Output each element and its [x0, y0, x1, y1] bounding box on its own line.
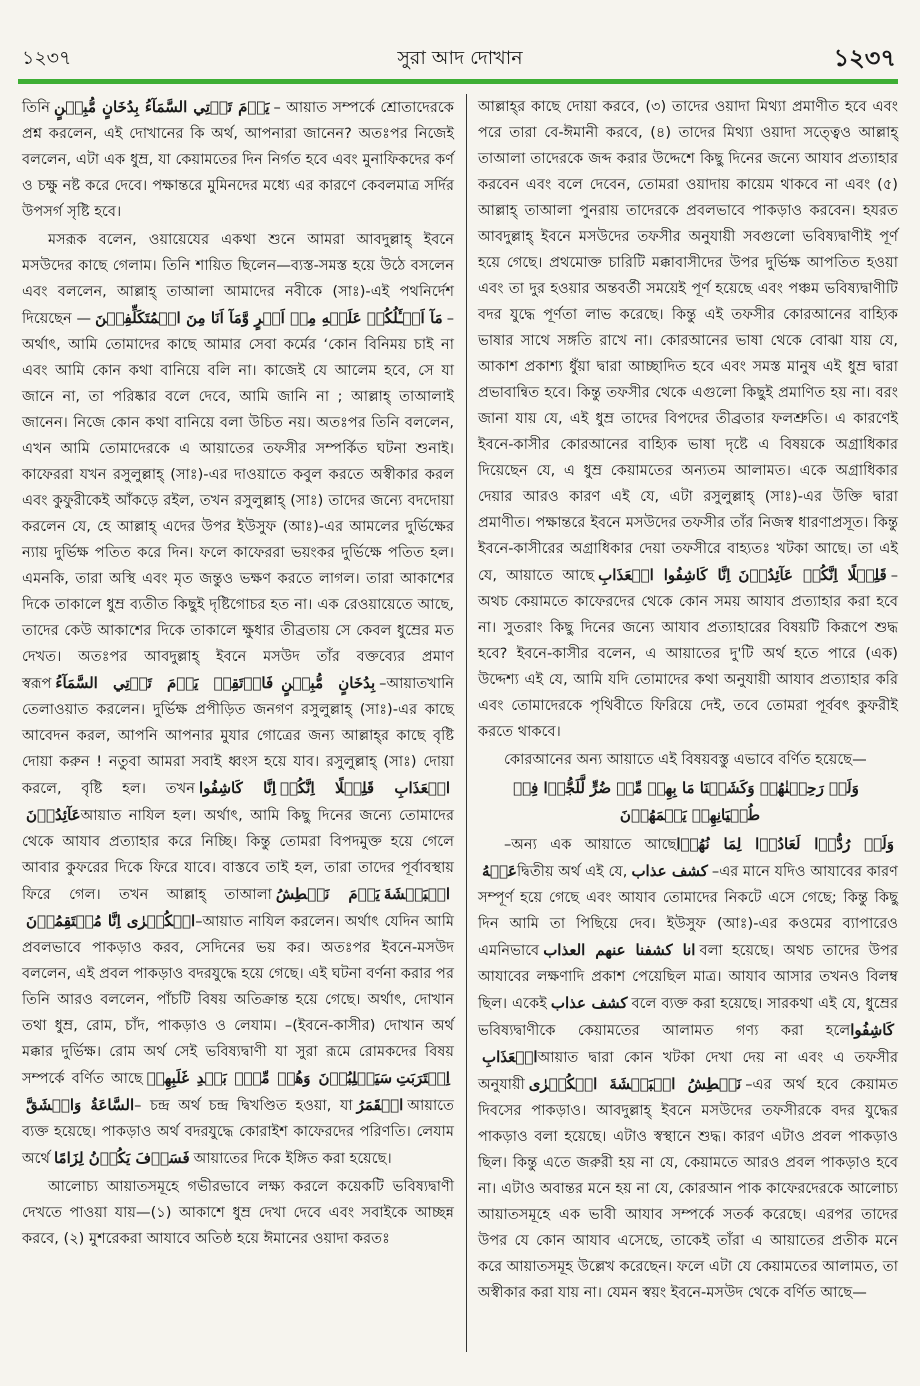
- right-paragraph-2: কোরআনের অন্য আয়াতে এই বিষয়বস্তু এভাবে বর্ণিত হয়েছে—: [504, 751, 867, 768]
- arabic-verse: وَلَوۡ رَحِمۡنٰهُمۡ وَكَشَفۡنَا مَا بِهِمۡ مِّنۡ ضُرٍّ لَّلَجُّوۡا فِيۡ طُغۡيَانِهِمۡ يَعۡمَهُوۡنَ: [513, 779, 859, 824]
- left-column: [22, 94, 454, 1254]
- left-paragraph-2: [22, 227, 454, 1172]
- text: – চন্দ্র অর্থ চন্দ্র দ্বিখণ্ডিত হওয়া, যা: [134, 1097, 353, 1114]
- text: আল্লাহ্‌র কাছে দোয়া করবে, (৩) তাদের ওয়াদা মিথ্যা প্রমাণীত হবে এবং পরে তারা বে-ঈমানী করবে, (৪) তাদের মিথ্যা ওয়াদা সত্ত্বেও আল্লাহ্ তাআলা তাদেরকে জব্দ করার উদ্দেশে কিছু দিনের জন্যে আযাব প্রত্যাহার করবেন এবং বলে দেবেন, তোমরা ওয়াদায় কায়েম থাকবে না এবং (৫) আল্লাহ্ তাআলা পুনরায় তাদেরকে প্রবলভাবে পাকড়াও করবেন। হযরত আবদুল্লাহ্ ইবনে মসউদের তফসীর অনুযায়ী সবগুলো ভবিষ্যদ্বাণীই পূর্ণ হয়ে গেছে। প্রথমোক্ত চারিটি মক্কাবাসীদের উপর দুর্ভিক্ষ আপতিত হওয়া এবং তা দুর হওয়ার অন্তবর্তী সময়েই পূর্ণ হয়েছে এবং পঞ্চম ভবিষ্যদ্বাণীটি বদর যুদ্ধে পূর্ণতা লাভ করেছে। কিন্তু এই তফসীর কোরআনের বাহ্যিক ভাষার সাথে সঙ্গতি রাখে না। কোরআনের ভাষা থেকে বোঝা যায় যে, আকাশ প্রকাশ্য ধুঁয়া দ্বারা আচ্ছাদিত হবে এবং সমস্ত মানুষ এই ধুম্র দ্বারা প্রভাবান্বিত হবে। কিন্তু তফসীর থেকে এগুলো কিছুই প্রমাণিত হয় না। বরং জানা যায় যে, এই ধুম্র তাদের বিপদের তীব্রতার ফলশ্রুতি। এ কারণেই ইবনে-কাসীর কোরআনের বাহ্যিক ভাষা দৃষ্টে এ বিষয়কে অগ্রাধিকার দিয়েছেন যে, এ ধুম্র কেয়ামতের অন্যতম আলামত। একে অগ্রাধিকার দেয়ার আরও কারণ এই যে, এটা রসুলুল্লাহ্ (সাঃ)-এর উক্তি দ্বারা প্রমাণীত। পক্ষান্তরে ইবনে মসউদের তফসীর তাঁর নিজস্ব ধারণাপ্রসূত। কিন্তু ইবনে-কাসীরের অগ্রাধিকার দেয়া তফসীরে বাহ্যতঃ খটকা আছে। তা এই যে, আয়াতে আছে: [478, 98, 898, 584]
- arabic-verse: فَارۡتَقِبۡ يَوۡمَ تَاۡتِي السَّمَآءُ: [55, 674, 274, 692]
- text: আয়াতে ব্যক্ত হয়েছে। পাকড়াও অর্থ বদরযুদ্ধে কোরাইশ কাফেরদের পরিণতি। লেযাম অর্থে: [22, 1097, 454, 1167]
- page-number-left: ১২৩৭: [22, 47, 72, 69]
- text: আয়াত নাযিল হল। অর্থাৎ, আমি কিছু দিনের জন্যে তোমাদের থেকে আযাব প্রত্যাহার করে নিচ্ছি। কিন্তু তোমরা বিপদমুক্ত হয়ে গেলে আবার কুফরের দিকে ফিরে যাবে। বাস্তবে তাই হল, তারা তাদের পূর্বাবস্থায় ফিরে গেল। তখন আল্লাহ্ তাআলা: [22, 807, 454, 903]
- arabic-verse: الۡعَذَابِ قَلِيۡلًا اِنَّكُمۡ عَآئِدُوۡنَ: [26, 779, 450, 824]
- page-title: সুরা আদ দোখান: [397, 47, 523, 69]
- text: – আয়াত সম্পর্কে শ্রোতাদেরকে প্রশ্ন করলেন, এই দোখানের কি অর্থ, আপনারা জানেন? অতঃপর নিজেই বললেন, এটা এক ধুম্র, যা কেয়ামতের দিন নির্গত হবে এবং মুনাফিকদের কর্ণ ও চক্ষু নষ্ট করে দেবে। পক্ষান্তরে মুমিনদের মধ্যে এর কারণে কেবলমাত্র সর্দির উপসর্গ সৃষ্টি হবে।: [22, 99, 454, 220]
- text: –অথচ কেয়ামতে কাফেরদের থেকে কোন সময় আযাব প্রত্যাহার করা হবে না। সুতরাং কিছু দিনের জন্যে আযাব প্রত্যাহারের বিষয়টি কিরূপে শুদ্ধ হবে? ইবনে-কাসীর বলেন, এ আয়াতের দু'টি অর্থ হতে পারে (এক) উদ্দেশ্য এই যে, আমি যদি তোমাদের কথা অনুযায়ী আযাব প্রত্যাহার করি এবং তোমাদেরকে পৃথিবীতে ফিরিয়ে দেই, তবে তোমরা পূর্ববৎ কুফরীই করতে থাকবে।: [478, 567, 898, 740]
- text: আয়াত দ্বারা কোন খটকা দেখা দেয় না এবং এ তফসীর অনুযায়ী: [478, 1049, 898, 1093]
- text: মসরূক বলেন, ওয়ায়েযের একথা শুনে আমরা আবদুল্লাহ্ ইবনে মসউদের কাছে গেলাম। তিনি শায়িত ছিলেন—ব্যস্ত-সমস্ত হয়ে উঠে বসলেন এবং বললেন, আল্লাহ্ তাআলা আমাদের নবীকে (সাঃ)-এই পথনির্দেশ দিয়েছেন —: [22, 231, 454, 327]
- text: –আয়াতখানি তেলাওয়াত করলেন। দুর্ভিক্ষ প্রপীড়িত জনগণ রসুলুল্লাহ্ (সাঃ)-এর কাছে আবেদন করল, আপনি আপনার মুযার গোত্রের জন্য আল্লাহ্‌র কাছে বৃষ্টি দোয়া করুন ! নতুবা আমরা সবাই ধ্বংস হয়ে যাব। রসুলুল্লাহ্ (সাঃ) দোয়া করলে, বৃষ্টি হল। তখন: [22, 675, 454, 797]
- arabic-verse: الۡقَمَرُ: [356, 1096, 404, 1114]
- page-number-right: ১২৩৭: [833, 44, 896, 72]
- arabic-verse: الۡبَطۡشَةَ الۡكُبۡرٰى اِنَّا مُنۡتَقِمُوۡنَ: [26, 885, 450, 930]
- page-header: [0, 0, 920, 90]
- right-column: [478, 94, 898, 1308]
- arabic-verse: كَاشِفُوا الۡعَذَابِ: [482, 1021, 894, 1066]
- text: তিনি: [22, 99, 51, 116]
- text: –এর মানে যদিও আযাবের কারণ সম্পূর্ণ হয়ে গেছে এবং আযাব তোমাদের নিকটে এসে গেছে; কিন্তু কিছু দিন আমি তা পিছিয়ে দেব। ইউসুফ (আঃ)-এর কওমের ব্যাপারেও এমনিভাবে: [478, 863, 898, 959]
- text: –এর অর্থ হবে কেয়ামত দিবসের পাকড়াও। আবদুল্লাহ্ ইবনে মসউদের তফসীরকে বদর যুদ্ধের পাকড়াও বলা হয়েছে। এটাও স্বস্থানে শুদ্ধ। কারণ এটাও প্রবল পাকড়াও ছিল। কিন্তু এতে জরুরী হয় না যে, কেয়ামতে আরও প্রবল পাকড়াও হবে না। এটাও অবান্তর মনে হয় না যে, কোরআন পাক কাফেরদেরকে আলোচ্য আয়াতসমূহে এক ভাবী আযাব সম্পর্কে সতর্ক করেছে। এরপর তাদের উপর যে কোন আযাব এসেছে, তাকেই তাঁরা এ আয়াতের প্রতীক মনে করে আয়াতসমূহ উল্লেখ করেছেন। ফলে এটা যে কেয়ামতের আলামত, তা অস্বীকার করা যায় না। যেমন স্বয়ং ইবনে-মসউদ থেকে বর্ণিত আছে—: [478, 1076, 898, 1301]
- column-divider: [466, 94, 467, 1352]
- arabic-verse: قَلِيۡلًا اِنَّكُمۡ عَآئِدُوۡنَ: [738, 566, 887, 584]
- text: দ্বিতীয় অর্থ এই যে,: [517, 863, 628, 880]
- arabic-verse: انا كشفنا عنهم العذاب: [543, 941, 696, 959]
- right-paragraph-3: [478, 831, 898, 1306]
- text: –অন্য এক আয়াতে আছে: [504, 836, 677, 853]
- right-arabic-line: [478, 775, 898, 829]
- header-rule: [18, 79, 898, 84]
- arabic-verse: وَلَوۡ رُدُّوۡا لَعَادُوۡا لِمَا نُهُوۡا عَنۡهُ: [482, 835, 894, 880]
- arabic-verse: كشف عذاب: [631, 862, 708, 880]
- arabic-verse: يَوۡمَ نَبۡطِشُ: [275, 885, 380, 903]
- left-paragraph-3: আলোচ্য আয়াতসমূহে গভীরভাবে লক্ষ্য করলে কয়েকটি ভবিষ্যদ্বাণী দেখতে পাওয়া যায়—(১) আকাশে ধুম্র দেখা দেবে এবং সবাইকে আচ্ছন্ন করবে, (২) মুশরেকরা আযাবে অতিষ্ঠ হয়ে ঈমানের ওয়াদা করতঃ: [22, 1178, 454, 1247]
- right-paragraph-1: [478, 94, 898, 745]
- arabic-verse: اِقۡتَرَبَتِ السَّاعَةُ وَانۡشَقَّ: [26, 1069, 450, 1114]
- text: আয়াতের দিকে ইঙ্গিত করা হয়েছে।: [193, 1150, 392, 1167]
- arabic-verse: بِدُخَانٍ مُّبِيۡنٍ: [281, 674, 376, 692]
- text: –অর্থাৎ, আমি তোমাদের কাছে আমার সেবা কর্মের ‘কোন বিনিময় চাই না এবং আমি কোন কথা বানিয়ে বলি না। কাজেই যে আলেম হবে, সে যা জানে না, তা পরিষ্কার বলে দেবে, আমি জানি না ; আল্লাহ্ তাআলাই জানেন। নিজে কোন কথা বানিয়ে বলা উচিত নয়। অতঃপর তিনি বললেন, এখন আমি তোমাদেরকে এ আয়াতের তফসীর সম্পর্কিত ঘটনা শুনাই। কাফেররা যখন রসুলুল্লাহ্ (সাঃ)-এর দাওয়াতে কবুল করতে অস্বীকার করল এবং কুফুরীকেই আঁকড়ে রইল, তখন রসুলুল্লাহ্ (সাঃ) তাদের জন্যে বদদোয়া করলেন যে, হে আল্লাহ্ এদের উপর ইউসুফ (আঃ)-এর আমলের দুর্ভিক্ষের ন্যায় দুর্ভিক্ষ পতিত করে দিন। ফলে কাফেররা ভয়ংকর দুর্ভিক্ষে পতিত হল। এমনকি, তারা অস্থি এবং মৃত জন্তুও ভক্ষণ করতে লাগল। তারা আকাশের দিকে তাকালে ধুম্র ব্যতীত কিছুই দৃষ্টিগোচর হত না। এক রেওয়ায়েতে আছে, তাদের কেউ আকাশের দিকে তাকালে ক্ষুধার তীব্রতায় সে কেবল ধুম্রের মত দেখত। অতঃপর আবদুল্লাহ্ ইবনে মসউদ তাঁর বক্তব্যের প্রমাণ স্বরূপ: [22, 310, 454, 692]
- arabic-verse: نَبۡطِشُ الۡبَطۡشَةَ الۡكُبۡرٰى: [528, 1075, 742, 1093]
- arabic-verse: يَوۡمَ تَاۡتِي السَّمَآءُ بِدُخَانٍ مُّبِيۡنٍ: [54, 98, 270, 116]
- left-paragraph-1: [22, 94, 454, 225]
- arabic-verse: سَيَغۡلِبُوۡنَ: [318, 1069, 393, 1087]
- arabic-verse: وَهُمۡ مِّنۡۢ بَعۡدِ غَلَبِهِمۡ: [146, 1069, 311, 1087]
- text: –আয়াত নাযিল করলেন। অর্থাৎ যেদিন আমি প্রবলভাবে পাকড়াও করব, সেদিনের ভয় কর। অতঃপর ইবনে-মসউদ বললেন, এই প্রবল পাকড়াও বদরযুদ্ধে হয়ে গেছে। এই ঘটনা বর্ণনা করার পর তিনি আরও বললেন, পাঁচটি বিষয় অতিক্রান্ত হয়ে গেছে। অর্থাৎ, দোখান তথা ধুম্র, রোম, চাঁদ, পাকড়াও ও লেযাম। –(ইবনে-কাসীর) দোখান অর্থ মক্কার দুর্ভিক্ষ। রোম অর্থ সেই ভবিষ্যদ্বাণী যা সুরা রূমে রোমকদের বিষয় সম্পর্কে বর্ণিত আছে: [22, 913, 454, 1087]
- arabic-verse: كشف عذاب: [550, 994, 628, 1012]
- arabic-verse: اِنَّا كَاشِفُوا الۡعَذَابِ: [598, 566, 731, 584]
- text: বলা হয়েছে। অথচ তাদের উপর আযাবের লক্ষণাদি প্রকাশ পেয়েছিল মাত্র। আযাব আসার তখনও বিলম্ব ছিল। একেই: [478, 942, 898, 1012]
- arabic-verse: اِنَّا كَاشِفُوا: [198, 779, 277, 797]
- text: বলে ব্যক্ত করা হয়েছে। সারকথা এই যে, ধুম্রের ভবিষ্যদ্বাণীকে কেয়ামতের আলামত গণ্য করা হলে: [478, 995, 898, 1039]
- arabic-verse: مَآ اَسۡـَٔلُكُمۡ عَلَيۡهِ مِنۡ اَجۡرٍ وَّمَآ اَنَا مِنَ الۡمُتَكَلِّفِيۡنَ: [95, 309, 443, 327]
- arabic-verse: فَسَوۡفَ يَكُوۡنُ لِزَامًا: [53, 1149, 190, 1167]
